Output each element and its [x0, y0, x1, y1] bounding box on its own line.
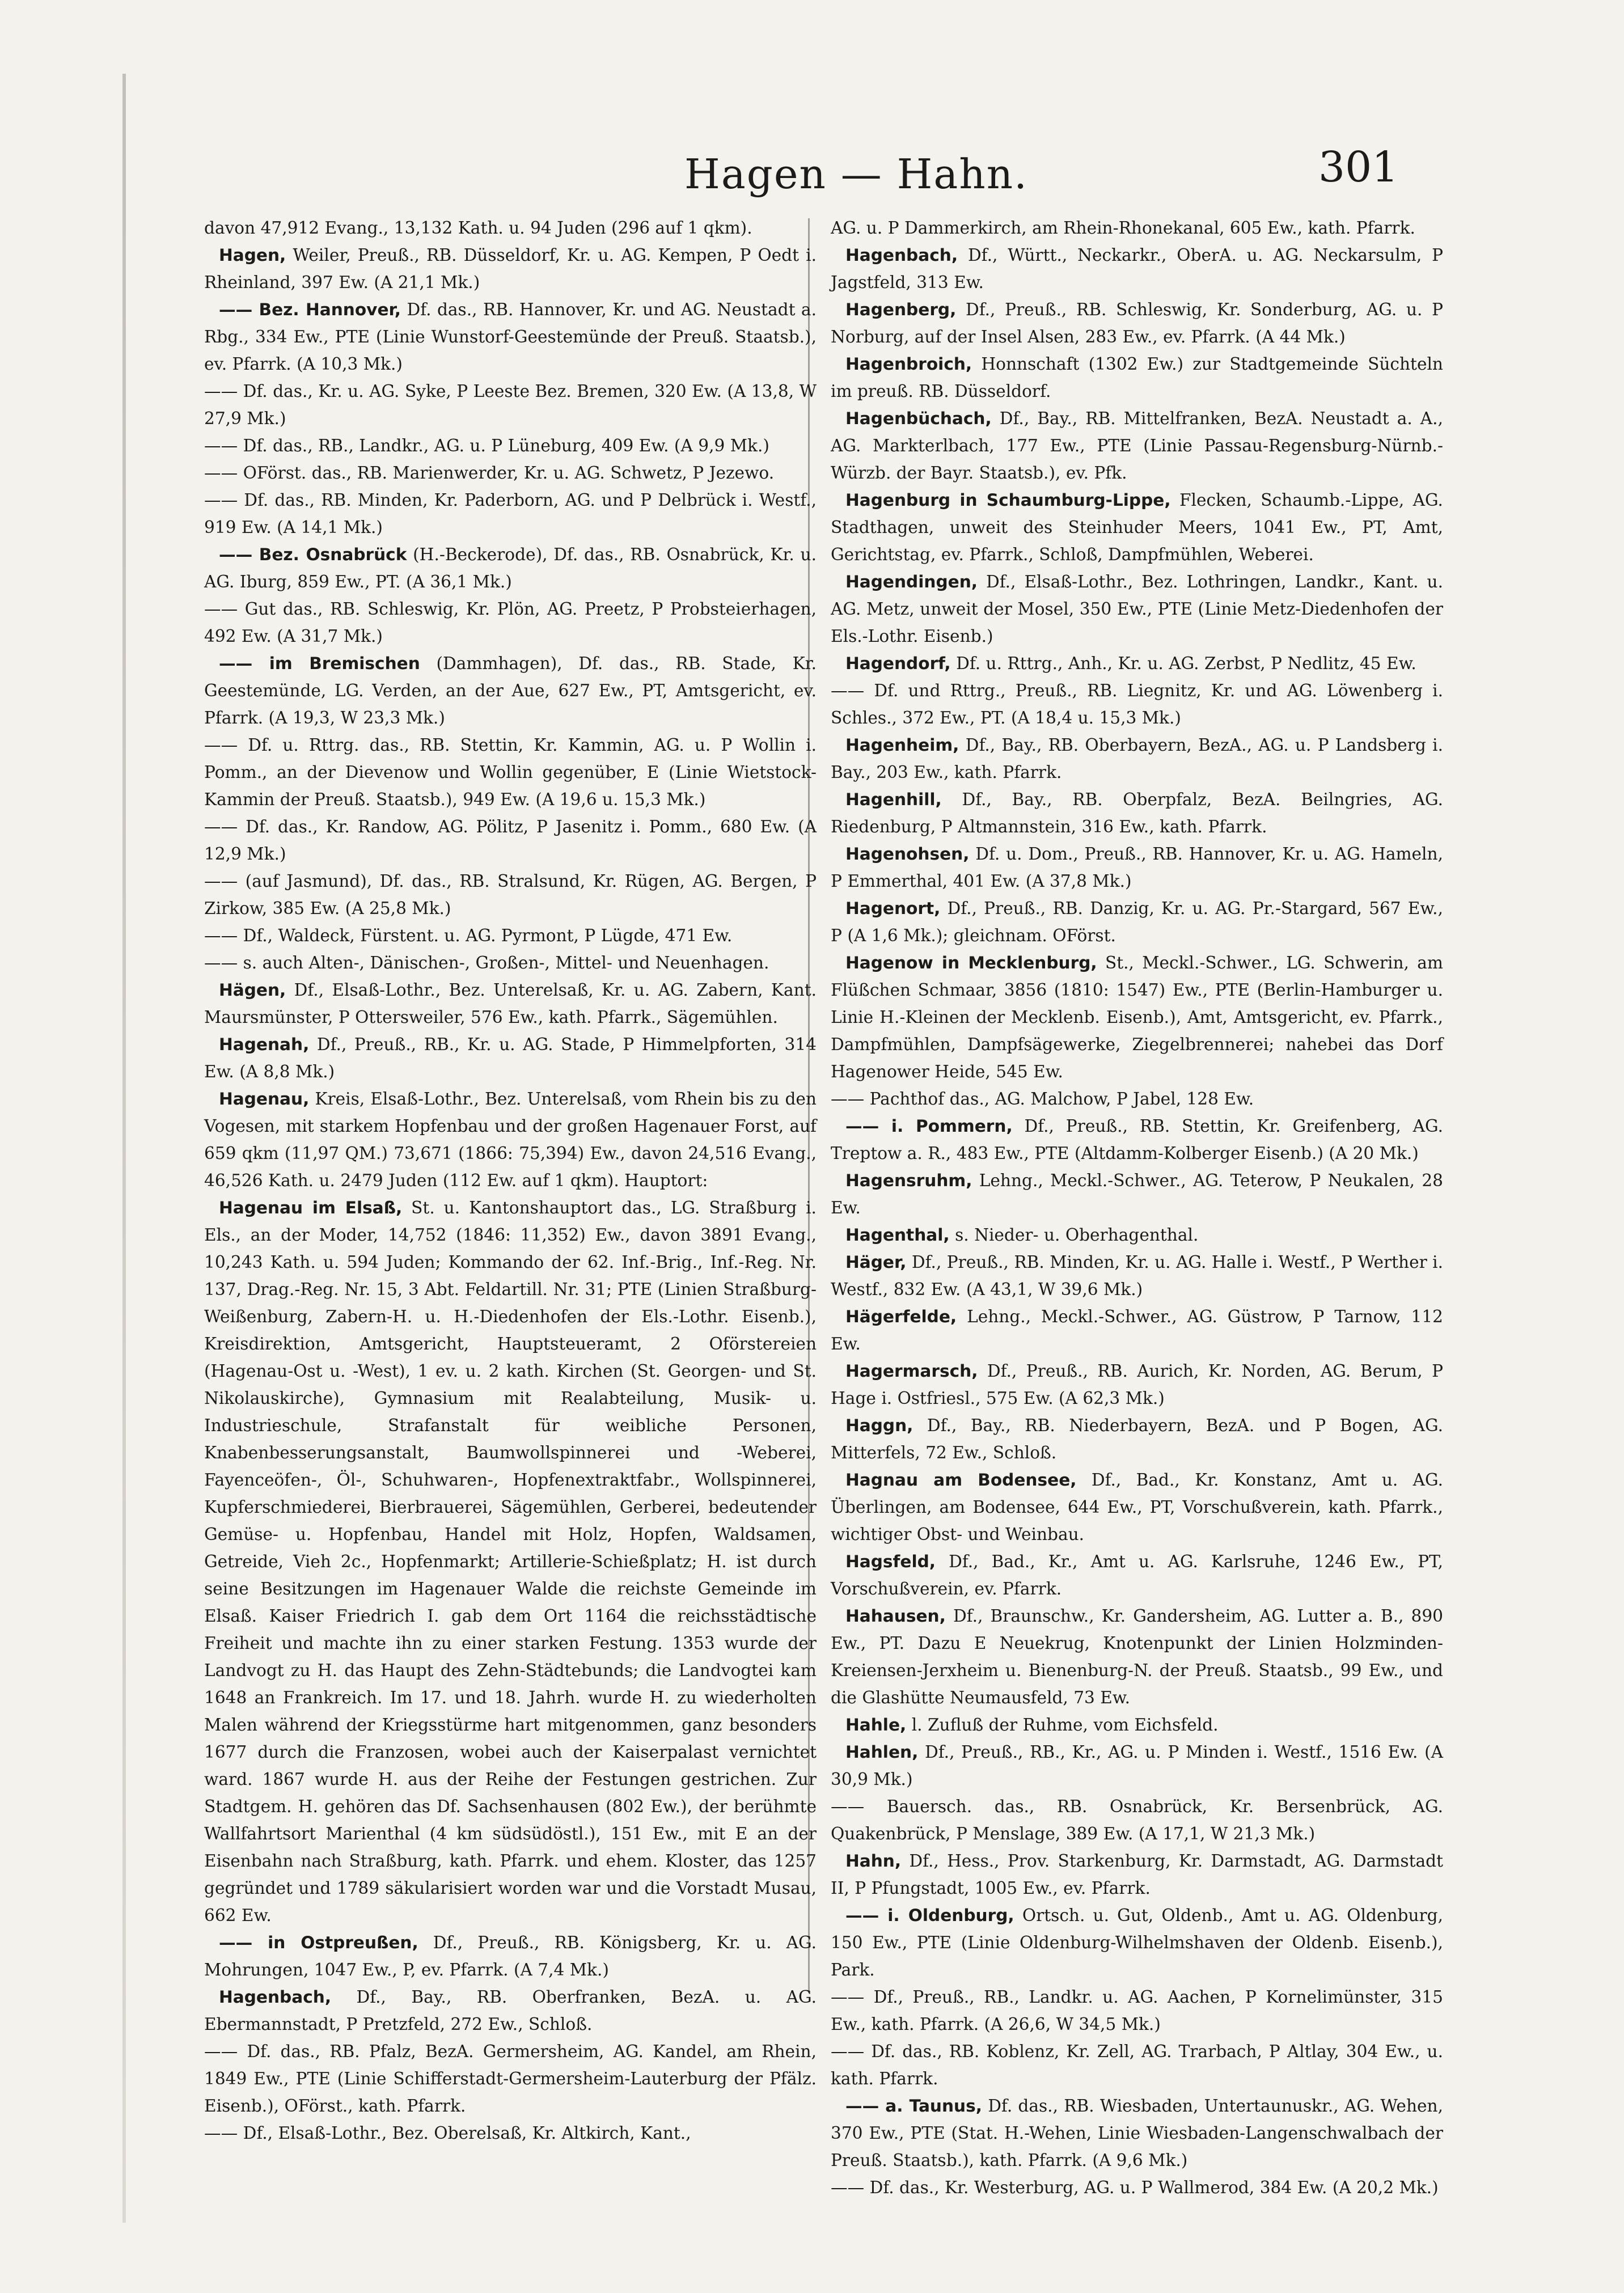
entry-headword: Hahn,	[845, 1851, 902, 1871]
entry	[831, 840, 1443, 895]
entry	[204, 650, 817, 731]
entry	[204, 541, 817, 595]
entry-headword: Hagenberg,	[845, 300, 957, 319]
entry-text: —— Df. das., Kr. Westerburg, AG. u. P Wallmerod, 384 Ew. (A 20,2 Mk.)	[831, 2178, 1439, 2197]
entry	[831, 1249, 1443, 1303]
entry	[831, 1902, 1443, 1983]
entry-text: St. u. Kantonshauptort das., LG. Straßburg i. Els., an der Moder, 14,752 (1846: 11,352) Ew., davon 3891 Evang., 10,243 Kath. u. 594 Juden; Kommando der 62. Inf.-Brig., Inf.-Reg. Nr. 137, Drag.-Reg. Nr. 15, 3 Abt. Feldartill. Nr. 31; PTE (Linien Straßburg-Weißenburg, Zabern-H. u. H.-Diedenhofen der Els.-Lothr. Eisenb.), Kreisdirektion, Amtsgericht, Hauptsteueramt, 2 Oförstereien (Hagenau-Ost u. -West), 1 ev. u. 2 kath. Kirchen (St. Georgen- und St. Nikolauskirche), Gymnasium mit Realabteilung, Musik- u. Industrieschule, Strafanstalt für weibliche Personen, Knabenbesserungsanstalt, Baumwollspinnerei und -Weberei, Fayenceöfen-, Öl-, Schuhwaren-, Hopfenextraktfabr., Wollspinnerei, Kupferschmiederei, Bierbrauerei, Sägemühlen, Gerberei, bedeutender Gemüse- u. Hopfenbau, Handel mit Holz, Hopfen, Waldsamen, Getreide, Vieh 2c., Hopfenmarkt; Artillerie-Schießplatz; H. ist durch seine Besitzungen im Hagenauer Walde die reichste Gemeinde im Elsaß. Kaiser Friedrich I. gab dem Ort 1164 die reichsstädtische Freiheit und machte ihn zu einer starken Festung. 1353 wurde der Landvogt zu H. das Haupt des Zehn-Städtebunds; die Landvogtei kam 1648 an Frankreich. Im 17. und 18. Jahrh. wurde H. zu wiederholten Malen während der Kriegsstürme hart mitgenommen, ganz besonders 1677 durch die Franzosen, wobei auch der Kaiserpalast vernichtet ward. 1867 wurde H. aus der Reihe der Festungen gestrichen. Zur Stadtgem. H. gehören das Df. Sachsenhausen (802 Ew.), der berühmte Wallfahrtsort Marienthal (4 km südsüdöstl.), 151 Ew., mit E an der Eisenbahn nach Straßburg, kath. Pfarrk. und ehem. Kloster, das 1257 gegründet und 1789 säkularisiert worden war und die Vorstadt Musau, 662 Ew.	[204, 1198, 817, 1925]
entry-text: Df., Württ., Neckarkr., OberA. u. AG. Neckarsulm, P Jagstfeld, 313 Ew.	[831, 246, 1443, 292]
entry-text: Df., Bad., Kr. Konstanz, Amt u. AG. Überlingen, am Bodensee, 644 Ew., PT, Vorschußverein, kath. Pfarrk., wichtiger Obst- und Weinbau.	[831, 1470, 1443, 1544]
running-head: Hagen — Hahn.	[684, 150, 1028, 198]
entry-text: Lehng., Meckl.-Schwer., AG. Güstrow, P Tarnow, 112 Ew.	[831, 1307, 1443, 1353]
entry-headword: Hägerfelde,	[845, 1307, 957, 1326]
entry	[831, 2174, 1443, 2201]
entry-headword: —— i. Oldenburg,	[845, 1906, 1014, 1925]
entry	[204, 976, 817, 1031]
entry-headword: Hagenort,	[845, 899, 941, 918]
entry-headword: Hagenheim,	[845, 735, 959, 755]
entry-text: Df., Bay., RB. Oberbayern, BezA., AG. u. P Landsberg i. Bay., 203 Ew., kath. Pfarrk.	[831, 735, 1443, 782]
entry	[204, 2119, 817, 2147]
entry-headword: —— a. Taunus,	[845, 2096, 982, 2116]
entry-text: Df. u. Dom., Preuß., RB. Hannover, Kr. u. AG. Hameln, P Emmerthal, 401 Ew. (A 37,8 Mk.)	[831, 844, 1443, 891]
entry-text: Df., Preuß., RB. Königsberg, Kr. u. AG. Mohrungen, 1047 Ew., P, ev. Pfarrk. (A 7,4 Mk.)	[204, 1933, 817, 1979]
entry-text: Df., Bay., RB. Niederbayern, BezA. und P Bogen, AG. Mitterfels, 72 Ew., Schloß.	[831, 1416, 1443, 1462]
entry-headword: Hahausen,	[845, 1606, 946, 1626]
entry	[204, 1929, 817, 1983]
entry-text: Df., Preuß., RB. Stettin, Kr. Greifenberg, AG. Treptow a. R., 483 Ew., PTE (Altdamm-Kolberger Eisenb.) (A 20 Mk.)	[831, 1116, 1443, 1163]
entry-text: Df. u. Rttrg., Anh., Kr. u. AG. Zerbst, P Nedlitz, 45 Ew.	[956, 654, 1416, 673]
entry-headword: Hahlen,	[845, 1742, 919, 1762]
entry-text: —— Df., Elsaß-Lothr., Bez. Oberelsaß, Kr. Altkirch, Kant.,	[204, 2123, 691, 2143]
entry	[831, 1412, 1443, 1466]
entry-headword: Hagenhill,	[845, 790, 942, 809]
entry-text: —— Df. das., RB. Pfalz, BezA. Germersheim, AG. Kandel, am Rhein, 1849 Ew., PTE (Linie Schifferstadt-Germersheim-Lauterburg der Pfälz. Eisenb.), OFörst., kath. Pfarrk.	[204, 2042, 817, 2116]
entry-headword: Hagendingen,	[845, 572, 978, 591]
entry-headword: Häger,	[845, 1253, 907, 1272]
entry-text: (Dammhagen), Df. das., RB. Stade, Kr. Geestemünde, LG. Verden, an der Aue, 627 Ew., PT, Amtsgericht, ev. Pfarrk. (A 19,3, W 23,3 Mk.)	[204, 654, 817, 727]
entry	[204, 922, 817, 949]
entry-text: —— Gut das., RB. Schleswig, Kr. Plön, AG. Preetz, P Probsteierhagen, 492 Ew. (A 31,7 Mk.)	[204, 599, 817, 646]
entry	[831, 1303, 1443, 1357]
entry-text: Df., Preuß., RB. Minden, Kr. u. AG. Halle i. Westf., P Werther i. Westf., 832 Ew. (A 43,1, W 39,6 Mk.)	[831, 1253, 1444, 1299]
entry	[831, 731, 1443, 786]
entry-headword: Hägen,	[219, 980, 286, 1000]
entry-text: Kreis, Elsaß-Lothr., Bez. Unterelsaß, vom Rhein bis zu den Vogesen, mit starkem Hopfenbau und der großen Hagenauer Forst, auf 659 qkm (11,97 QM.) 73,671 (1866: 75,394) Ew., davon 24,516 Evang., 46,526 Kath. u. 2479 Juden (112 Ew. auf 1 qkm). Hauptort:	[204, 1089, 817, 1190]
entry-headword: Hagenbüchach,	[845, 409, 992, 428]
entry-text: —— Df. und Rttrg., Preuß., RB. Liegnitz, Kr. und AG. Löwenberg i. Schles., 372 Ew., PT. (A 18,4 u. 15,3 Mk.)	[831, 681, 1443, 727]
entry-headword: Hagenau,	[219, 1089, 310, 1109]
entry-text: Df., Preuß., RB. Schleswig, Kr. Sonderburg, AG. u. P Norburg, auf der Insel Alsen, 283 Ew., ev. Pfarrk. (A 44 Mk.)	[831, 300, 1443, 346]
entry	[204, 486, 817, 541]
entry	[831, 350, 1443, 405]
entry-headword: Hagenau im Elsaß,	[219, 1198, 403, 1217]
entry-headword: Hagenburg in Schaumburg-Lippe,	[845, 490, 1171, 510]
entry	[831, 677, 1443, 731]
entry	[831, 486, 1443, 568]
right-column	[831, 214, 1443, 2201]
entry	[831, 1847, 1443, 1902]
entry-headword: Hagensruhm,	[845, 1171, 972, 1190]
entry	[831, 1466, 1443, 1548]
entry	[831, 1983, 1443, 2038]
entry-headword: Hagendorf,	[845, 654, 951, 673]
entry-headword: Hagenthal,	[845, 1225, 950, 1245]
entry-text: Df., Braunschw., Kr. Gandersheim, AG. Lutter a. B., 890 Ew., PT. Dazu E Neuekrug, Knotenpunkt der Linien Holzminden-Kreiensen-Jerxheim u. Bienenburg-N. der Preuß. Staatsb., 99 Ew., und die Glashütte Neumausfeld, 73 Ew.	[831, 1606, 1443, 1707]
entry-text: —— Df., Preuß., RB., Landkr. u. AG. Aachen, P Kornelimünster, 315 Ew., kath. Pfarrk. (A 26,6, W 34,5 Mk.)	[831, 1987, 1443, 2034]
entry-text: —— Df. das., Kr. Randow, AG. Pölitz, P Jasenitz i. Pomm., 680 Ew. (A 12,9 Mk.)	[204, 817, 817, 864]
entry	[831, 242, 1443, 296]
entry	[204, 378, 817, 432]
entry-headword: —— in Ostpreußen,	[219, 1933, 418, 1952]
entry-text: l. Zufluß der Ruhme, vom Eichsfeld.	[911, 1715, 1219, 1734]
entry-text: Df. das., RB. Hannover, Kr. und AG. Neustadt a. Rbg., 334 Ew., PTE (Linie Wunstorf-Geestemünde der Preuß. Staatsb.), ev. Pfarrk. (A 10,3 Mk.)	[204, 300, 817, 374]
entry	[204, 813, 817, 868]
entry	[204, 1983, 817, 2038]
page-number: 301	[1318, 143, 1399, 192]
entry	[831, 1548, 1443, 1602]
entry	[831, 1085, 1443, 1112]
entry-headword: Hagen,	[219, 246, 286, 265]
entry-text: —— Df., Waldeck, Fürstent. u. AG. Pyrmont, P Lügde, 471 Ew.	[204, 926, 733, 945]
entry-text: Df., Preuß., RB., Kr. u. AG. Stade, P Himmelpforten, 314 Ew. (A 8,8 Mk.)	[204, 1035, 817, 1081]
entry-text: —— Df. das., RB., Landkr., AG. u. P Lüneburg, 409 Ew. (A 9,9 Mk.)	[204, 436, 769, 455]
entry-headword: —— Bez. Hannover,	[219, 300, 401, 319]
entry-text: Df., Elsaß-Lothr., Bez. Lothringen, Landkr., Kant. u. AG. Metz, unweit der Mosel, 350 Ew., PTE (Linie Metz-Diedenhofen der Els.-Lothr. Eisenb.)	[831, 572, 1443, 646]
entry-text: Lehng., Meckl.-Schwer., AG. Teterow, P Neukalen, 28 Ew.	[831, 1171, 1443, 1217]
entry	[831, 214, 1443, 242]
entry	[204, 949, 817, 976]
entry-headword: Hagenow in Mecklenburg,	[845, 953, 1097, 972]
entry-text: Df., Bay., RB. Mittelfranken, BezA. Neustadt a. A., AG. Markterlbach, 177 Ew., PTE (Linie Passau-Regensburg-Nürnb.-Würzb. der Bayr. Staatsb.), ev. Pfk.	[831, 409, 1443, 483]
entry-headword: —— i. Pommern,	[845, 1116, 1013, 1136]
entry-text: Df., Elsaß-Lothr., Bez. Unterelsaß, Kr. u. AG. Zabern, Kant. Maursmünster, P Ottersweiler, 576 Ew., kath. Pfarrk., Sägemühlen.	[204, 980, 817, 1027]
entry-text: (H.-Beckerode), Df. das., RB. Osnabrück, Kr. u. AG. Iburg, 859 Ew., PT. (A 36,1 Mk.)	[204, 545, 817, 591]
entry-text: Df., Hess., Prov. Starkenburg, Kr. Darmstadt, AG. Darmstadt II, P Pfungstadt, 1005 Ew., ev. Pfarrk.	[831, 1851, 1443, 1898]
entry-text: —— Df. das., RB. Minden, Kr. Paderborn, AG. und P Delbrück i. Westf., 919 Ew. (A 14,1 Mk.)	[204, 490, 817, 537]
entry-text: Flecken, Schaumb.-Lippe, AG. Stadthagen, unweit des Steinhuder Meers, 1041 Ew., PT, Amt, Gerichtstag, ev. Pfarrk., Schloß, Dampfmühlen, Weberei.	[831, 490, 1443, 564]
entry-text: davon 47,912 Evang., 13,132 Kath. u. 94 Juden (296 auf 1 qkm).	[204, 218, 752, 238]
entry-headword: Hagnau am Bodensee,	[845, 1470, 1077, 1490]
entry-text: Weiler, Preuß., RB. Düsseldorf, Kr. u. AG. Kempen, P Oedt i. Rheinland, 397 Ew. (A 21,1 Mk.)	[204, 246, 817, 292]
entry	[831, 786, 1443, 840]
entry	[831, 296, 1443, 350]
entry-headword: Hahle,	[845, 1715, 907, 1734]
left-column	[204, 214, 817, 2147]
entry	[204, 432, 817, 459]
entry	[831, 1793, 1443, 1847]
entry-text: —— Df. das., RB. Koblenz, Kr. Zell, AG. Trarbach, P Altlay, 304 Ew., u. kath. Pfarrk.	[831, 2042, 1443, 2088]
entry-headword: Hagenbach,	[219, 1987, 332, 2007]
entry-headword: —— im Bremischen	[219, 654, 420, 673]
entry-headword: Haggn,	[845, 1416, 914, 1435]
entry-text: —— s. auch Alten-, Dänischen-, Großen-, Mittel- und Neuenhagen.	[204, 953, 769, 972]
entry-text: —— Pachthof das., AG. Malchow, P Jabel, 128 Ew.	[831, 1089, 1254, 1109]
entry	[831, 568, 1443, 650]
entry-text: Df., Preuß., RB., Kr., AG. u. P Minden i. Westf., 1516 Ew. (A 30,9 Mk.)	[831, 1742, 1443, 1789]
entry-headword: Hagenohsen,	[845, 844, 970, 864]
entry	[204, 595, 817, 650]
entry-text: Df., Bad., Kr., Amt u. AG. Karlsruhe, 1246 Ew., PT, Vorschußverein, ev. Pfarrk.	[831, 1552, 1443, 1598]
entry-headword: —— Bez. Osnabrück	[219, 545, 407, 564]
entry	[831, 1711, 1443, 1738]
entry-text: —— OFörst. das., RB. Marienwerder, Kr. u. AG. Schwetz, P Jezewo.	[204, 463, 775, 483]
entry	[831, 1112, 1443, 1167]
entry	[204, 242, 817, 296]
entry	[831, 650, 1443, 677]
entry-text: Df., Bay., RB. Oberpfalz, BezA. Beilngries, AG. Riedenburg, P Altmannstein, 316 Ew., kath. Pfarrk.	[831, 790, 1443, 836]
entry	[831, 895, 1443, 949]
entry	[204, 2038, 817, 2119]
entry	[204, 1085, 817, 1194]
entry-text: —— (auf Jasmund), Df. das., RB. Stralsund, Kr. Rügen, AG. Bergen, P Zirkow, 385 Ew. (A 25,8 Mk.)	[204, 871, 817, 918]
entry-text: Df., Bay., RB. Oberfranken, BezA. u. AG. Ebermannstadt, P Pretzfeld, 272 Ew., Schloß.	[204, 1987, 817, 2034]
entry	[831, 1738, 1443, 1793]
entry-text: Df., Preuß., RB. Aurich, Kr. Norden, AG. Berum, P Hage i. Ostfriesl., 575 Ew. (A 62,3 Mk.)	[831, 1361, 1443, 1408]
entry-text: —— Df. das., Kr. u. AG. Syke, P Leeste Bez. Bremen, 320 Ew. (A 13,8, W 27,9 Mk.)	[204, 382, 817, 428]
entry-text: s. Nieder- u. Oberhagenthal.	[955, 1225, 1199, 1245]
entry-text: Ortsch. u. Gut, Oldenb., Amt u. AG. Oldenburg, 150 Ew., PTE (Linie Oldenburg-Wilhelmshaven der Oldenb. Eisenb.), Park.	[831, 1906, 1444, 1979]
entry-text: Honnschaft (1302 Ew.) zur Stadtgemeinde Süchteln im preuß. RB. Düsseldorf.	[831, 354, 1443, 401]
entry-text: Df., Preuß., RB. Danzig, Kr. u. AG. Pr.-Stargard, 567 Ew., P (A 1,6 Mk.); gleichnam. OFörst.	[831, 899, 1443, 945]
entry	[831, 949, 1443, 1085]
entry-text: —— Df. u. Rttrg. das., RB. Stettin, Kr. Kammin, AG. u. P Wollin i. Pomm., an der Dievenow und Wollin gegenüber, E (Linie Wietstock-Kammin der Preuß. Staatsb.), 949 Ew. (A 19,6 u. 15,3 Mk.)	[204, 735, 817, 809]
entry-text: AG. u. P Dammerkirch, am Rhein-Rhonekanal, 605 Ew., kath. Pfarrk.	[831, 218, 1415, 238]
entry	[204, 459, 817, 486]
entry	[204, 868, 817, 922]
entry	[831, 1167, 1443, 1221]
entry-headword: Hagermarsch,	[845, 1361, 978, 1381]
entry	[831, 2092, 1443, 2174]
entry-headword: Hagenbach,	[845, 246, 958, 265]
entry	[831, 1602, 1443, 1711]
entry-headword: Hagenbroich,	[845, 354, 972, 374]
entry	[831, 405, 1443, 486]
entry-text: Df. das., RB. Wiesbaden, Untertaunuskr., AG. Wehen, 370 Ew., PTE (Stat. H.-Wehen, Linie Wiesbaden-Langenschwalbach der Preuß. Staatsb.), kath. Pfarrk. (A 9,6 Mk.)	[831, 2096, 1443, 2170]
scan-edge-mark	[122, 74, 126, 2223]
entry	[204, 731, 817, 813]
entry	[831, 2038, 1443, 2092]
entry-text: St., Meckl.-Schwer., LG. Schwerin, am Flüßchen Schmaar, 3856 (1810: 1547) Ew., PTE (Berlin-Hamburger u. Linie H.-Kleinen der Mecklenb. Eisenb.), Amt, Amtsgericht, ev. Pfarrk., Dampfmühlen, Dampfsägewerke, Ziegelbrennerei; nahebei das Dorf Hagenower Heide, 545 Ew.	[831, 953, 1443, 1081]
entry	[204, 1031, 817, 1085]
entry-text: —— Bauersch. das., RB. Osnabrück, Kr. Bersenbrück, AG. Quakenbrück, P Menslage, 389 Ew. (A 17,1, W 21,3 Mk.)	[831, 1797, 1443, 1843]
entry	[204, 1194, 817, 1929]
entry	[204, 296, 817, 378]
entry	[831, 1221, 1443, 1249]
entry	[831, 1357, 1443, 1412]
entry-headword: Hagenah,	[219, 1035, 310, 1054]
entry	[204, 214, 817, 242]
entry-headword: Hagsfeld,	[845, 1552, 936, 1571]
